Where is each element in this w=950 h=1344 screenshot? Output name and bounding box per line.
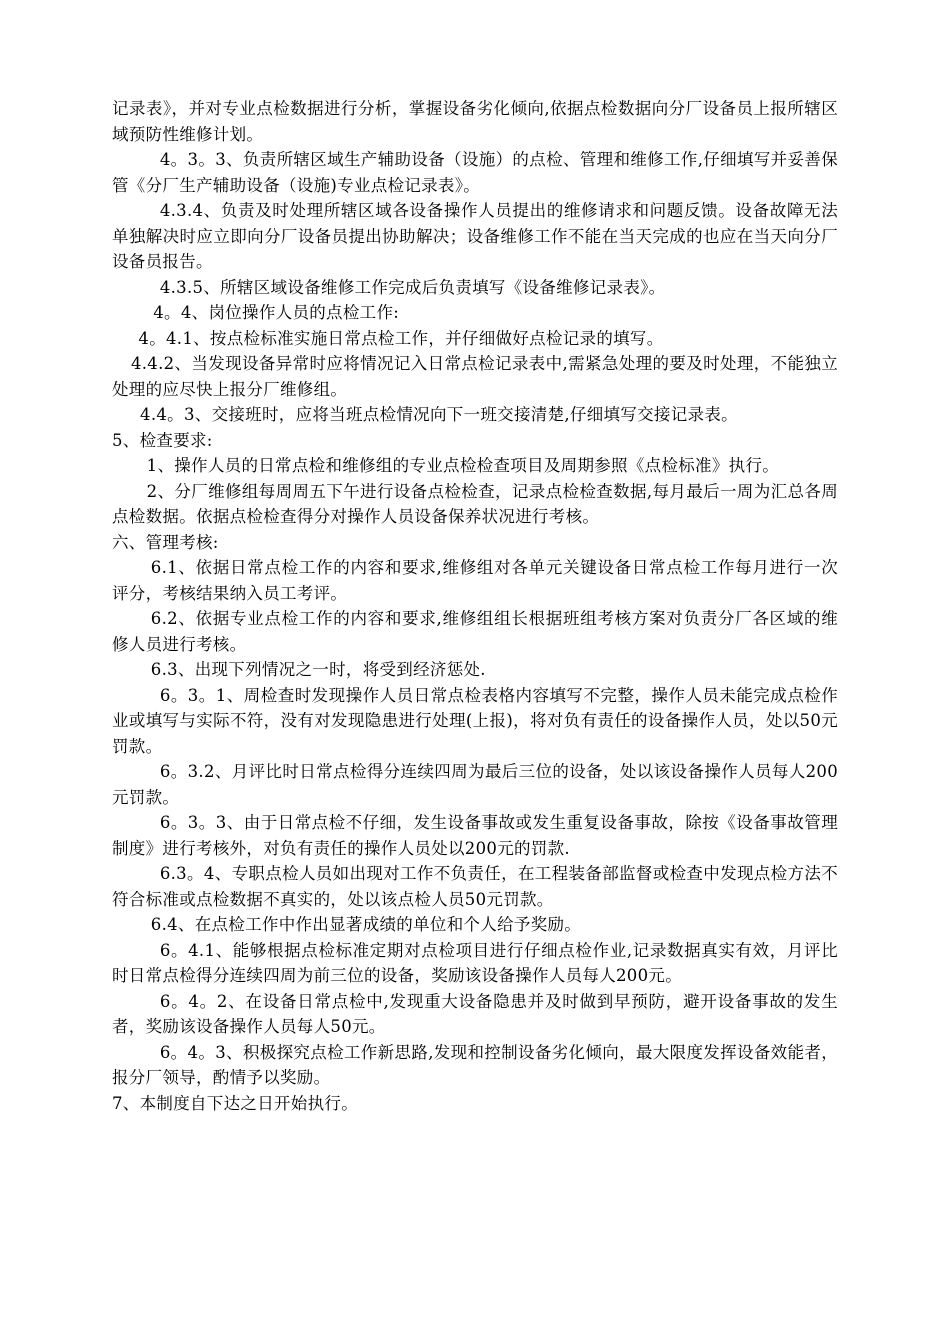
paragraph-4-3-4: 4.3.4、负责及时处理所辖区域各设备操作人员提出的维修请求和问题反馈。设备故障无法单独解决时应立即向分厂设备员提出协助解决；设备维修工作不能在当天完成的也应在当天向分厂设备员报告。 bbox=[112, 201, 838, 271]
paragraph-6-3-1: 6。3。1、周检查时发现操作人员日常点检表格内容填写不完整，操作人员未能完成点检作业或填写与实际不符，没有对发现隐患进行处理(上报)，将对负有责任的设备操作人员，处以50元罚款。 bbox=[112, 685, 838, 756]
paragraph-6-4-2: 6。4。2、在设备日常点检中,发现重大设备隐患并及时做到早预防，避开设备事故的发生者，奖励该设备操作人员每人50元。 bbox=[112, 991, 838, 1036]
paragraph-4-4: 4。4、岗位操作人员的点检工作: bbox=[153, 303, 400, 322]
paragraph-4-4-1: 4。4.1、按点检标准实施日常点检工作，并仔细做好点检记录的填写。 bbox=[138, 328, 664, 348]
paragraph-4-4-2: 4.4.2、当发现设备异常时应将情况记入日常点检记录表中,需紧急处理的要及时处理，不能独立处理的应尽快上报分厂维修组。 bbox=[112, 354, 838, 399]
paragraph-4-4-3: 4.4。3、交接班时，应将当班点检情况向下一班交接清楚,仔细填写交接记录表。 bbox=[140, 405, 738, 424]
paragraph-6-2: 6.2、依据专业点检工作的内容和要求,维修组组长根据班组考核方案对负责分厂各区域的维修人员进行考核。 bbox=[112, 609, 838, 654]
paragraph-inspection-record-analysis: 记录表》，并对专业点检数据进行分析，掌握设备劣化倾向,依据点检数据向分厂设备员上报所辖区域预防性维修计划。 bbox=[112, 99, 838, 144]
heading-6-management-assessment: 六、管理考核: bbox=[112, 532, 219, 552]
paragraph-5-1: 1、操作人员的日常点检和维修组的专业点检检查项目及周期参照《点检标准》执行。 bbox=[146, 456, 780, 475]
paragraph-6-3: 6.3、出现下列情况之一时，将受到经济惩处. bbox=[150, 660, 486, 679]
paragraph-6-4: 6.4、在点检工作中作出显著成绩的单位和个人给予奖励。 bbox=[150, 915, 582, 934]
paragraph-7-effective-date: 7、本制度自下达之日开始执行。 bbox=[112, 1093, 358, 1113]
paragraph-4-3-3: 4。3。3、负责所辖区域生产辅助设备（设施）的点检、管理和维修工作,仔细填写并妥善保管《分厂生产辅助设备（设施)专业点检记录表》。 bbox=[112, 150, 838, 195]
paragraph-6-1: 6.1、依据日常点检工作的内容和要求,维修组对各单元关键设备日常点检工作每月进行一次评分，考核结果纳入员工考评。 bbox=[112, 558, 838, 603]
paragraph-5-2: 2、分厂维修组每周周五下午进行设备点检检查，记录点检检查数据,每月最后一周为汇总各周点检数据。依据点检检查得分对操作人员设备保养状况进行考核。 bbox=[112, 481, 838, 526]
paragraph-6-4-3: 6。4。3、积极探究点检工作新思路,发现和控制设备劣化倾向，最大限度发挥设备效能者，报分厂领导，酌情予以奖励。 bbox=[112, 1042, 838, 1087]
paragraph-6-3-3: 6。3。3、由于日常点检不仔细，发生设备事故或发生重复设备事故，除按《设备事故管理制度》进行考核外，对负有责任的操作人员处以200元的罚款. bbox=[112, 813, 838, 858]
paragraph-6-3-2: 6。3.2、月评比时日常点检得分连续四周为最后三位的设备，处以该设备操作人员每人200元罚款。 bbox=[112, 762, 838, 807]
paragraph-6-4-1: 6。4.1、能够根据点检标准定期对点检项目进行仔细点检作业,记录数据真实有效，月评比时日常点检得分连续四周为前三位的设备，奖励该设备操作人员每人200元。 bbox=[112, 940, 838, 985]
document-body bbox=[112, 96, 838, 1116]
paragraph-4-3-5: 4.3.5、所辖区域设备维修工作完成后负责填写《设备维修记录表》。 bbox=[159, 277, 666, 297]
paragraph-6-3-4: 6.3。4、专职点检人员如出现对工作不负责任，在工程装备部监督或检查中发现点检方法不符合标准或点检数据不真实的，处以该点检人员50元罚款。 bbox=[112, 864, 838, 909]
heading-5-inspection-requirements: 5、检查要求: bbox=[112, 430, 213, 450]
